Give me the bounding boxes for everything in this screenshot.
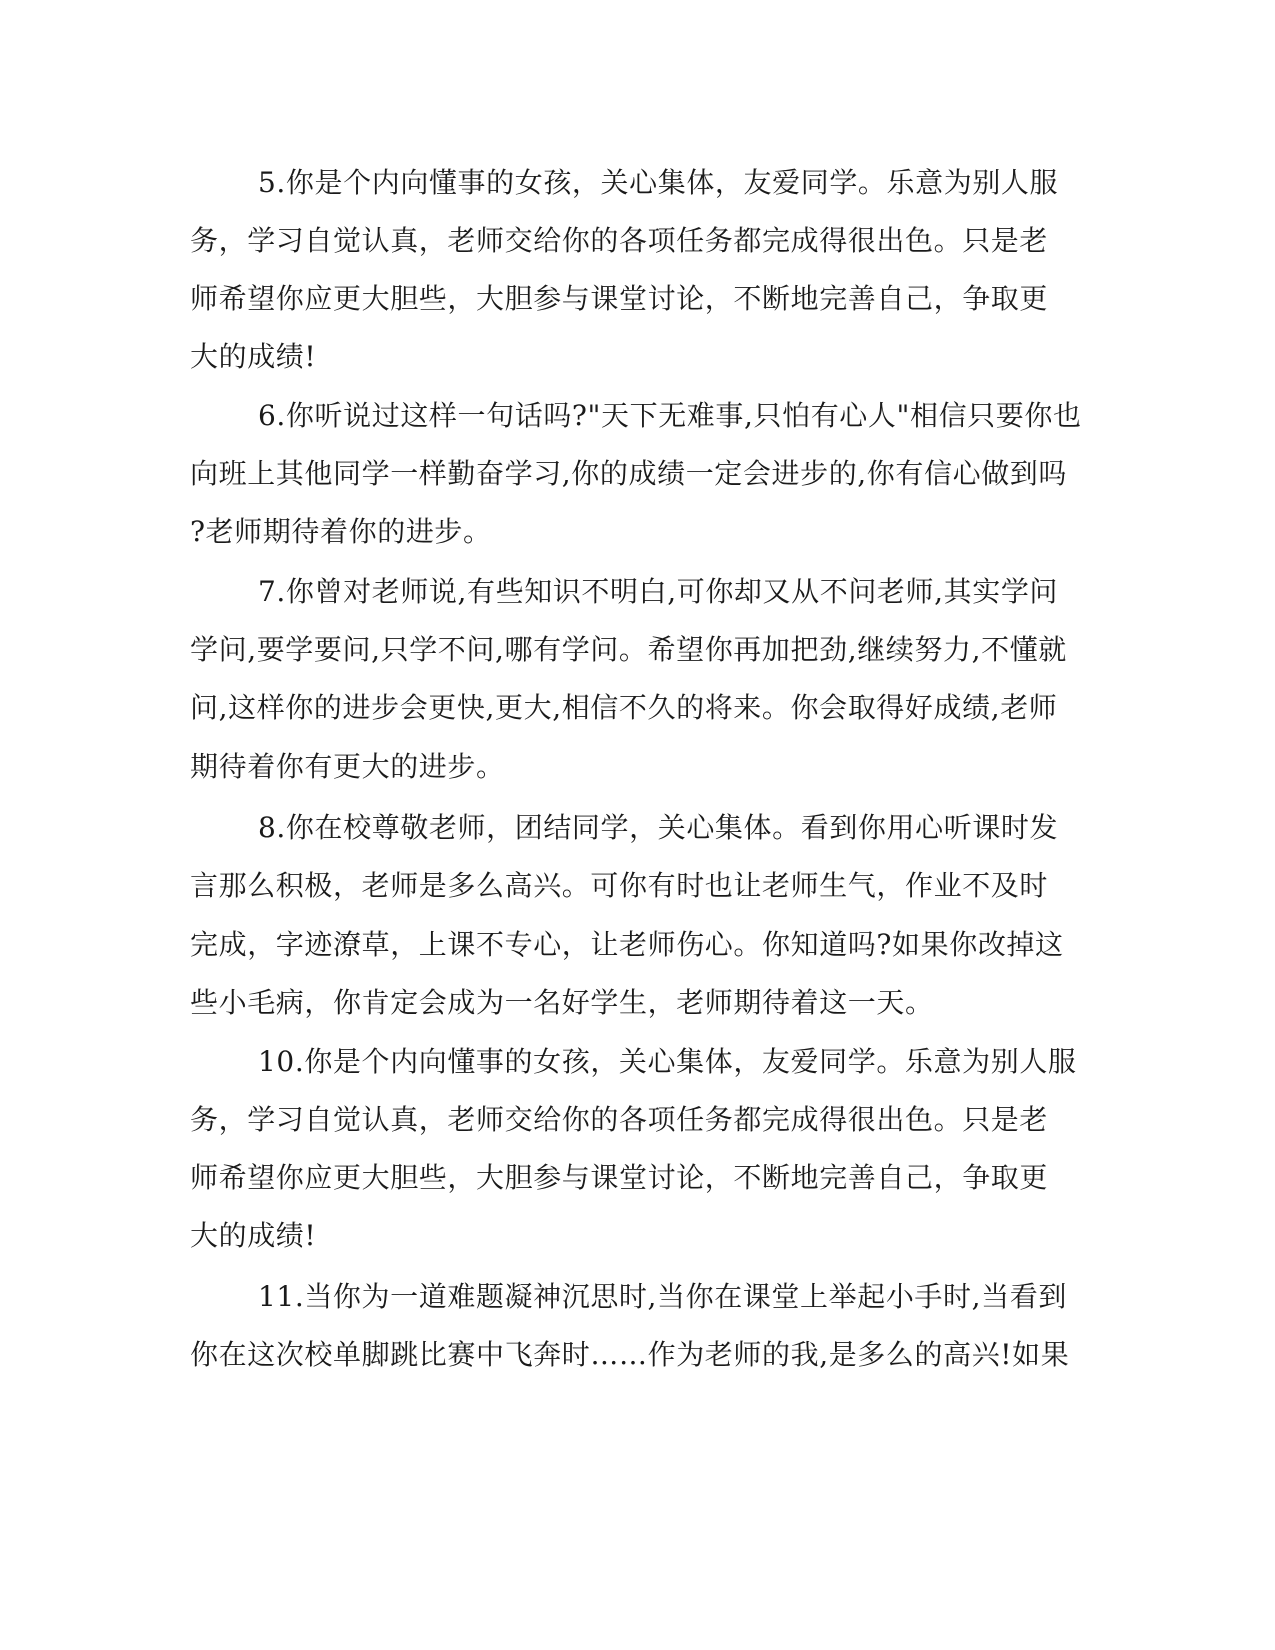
paragraph-5-line-3: 师希望你应更大胆些，大胆参与课堂讨论，不断地完善自己，争取更 xyxy=(190,282,1049,315)
paragraph-7-line-3: 问,这样你的进步会更快,更大,相信不久的将来。你会取得好成绩,老师 xyxy=(190,691,1058,724)
paragraph-6-line-3: ?老师期待着你的进步。 xyxy=(190,515,492,548)
paragraph-7-line-4: 期待着你有更大的进步。 xyxy=(190,750,505,783)
paragraph-6-line-2: 向班上其他同学一样勤奋学习,你的成绩一定会进步的,你有信心做到吗 xyxy=(190,457,1068,490)
paragraph-11-line-1: 11.当你为一道难题凝神沉思时,当你在课堂上举起小手时,当看到 xyxy=(258,1280,1067,1313)
paragraph-8-line-3: 完成，字迹潦草，上课不专心，让老师伤心。你知道吗?如果你改掉这 xyxy=(190,928,1064,961)
paragraph-8-line-4: 些小毛病，你肯定会成为一名好学生，老师期待着这一天。 xyxy=(190,986,934,1019)
paragraph-10-line-3: 师希望你应更大胆些，大胆参与课堂讨论，不断地完善自己，争取更 xyxy=(190,1161,1049,1194)
paragraph-8-line-1: 8.你在校尊敬老师，团结同学，关心集体。看到你用心听课时发 xyxy=(258,811,1059,844)
paragraph-5-line-2: 务，学习自觉认真，老师交给你的各项任务都完成得很出色。只是老 xyxy=(190,224,1049,257)
paragraph-5-line-4: 大的成绩! xyxy=(190,340,317,373)
paragraph-6-line-1: 6.你听说过这样一句话吗?"天下无难事,只怕有心人"相信只要你也 xyxy=(258,399,1082,432)
paragraph-11-line-2: 你在这次校单脚跳比赛中飞奔时……作为老师的我,是多么的高兴!如果 xyxy=(190,1338,1070,1371)
paragraph-8-line-2: 言那么积极，老师是多么高兴。可你有时也让老师生气，作业不及时 xyxy=(190,869,1049,902)
paragraph-10-line-1: 10.你是个内向懂事的女孩，关心集体，友爱同学。乐意为别人服 xyxy=(258,1045,1077,1078)
paragraph-7-line-1: 7.你曾对老师说,有些知识不明白,可你却又从不问老师,其实学问 xyxy=(258,575,1059,608)
paragraph-10-line-2: 务，学习自觉认真，老师交给你的各项任务都完成得很出色。只是老 xyxy=(190,1103,1049,1136)
paragraph-7-line-2: 学问,要学要问,只学不问,哪有学问。希望你再加把劲,继续努力,不懂就 xyxy=(190,633,1067,666)
paragraph-10-line-4: 大的成绩! xyxy=(190,1219,317,1252)
paragraph-5-line-1: 5.你是个内向懂事的女孩，关心集体，友爱同学。乐意为别人服 xyxy=(258,166,1059,199)
